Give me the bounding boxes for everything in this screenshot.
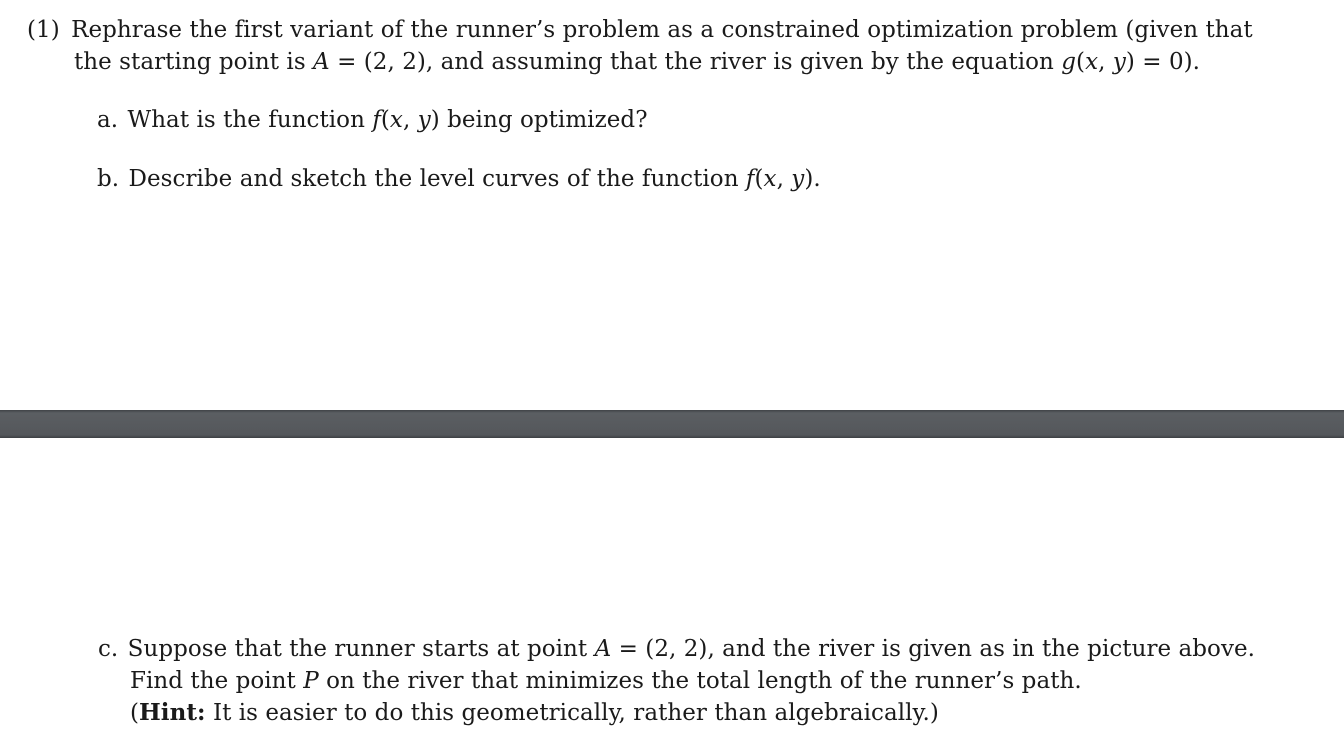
part-c-text-1b: = (2, 2), and the river is given as in the picture above. [611, 636, 1256, 662]
part-b-text-end: ). [804, 166, 821, 192]
comma: , [776, 166, 792, 192]
comma: , [1098, 49, 1113, 75]
paren-open: ( [754, 166, 764, 192]
part-a [97, 105, 648, 135]
math-var-x: x [389, 107, 403, 133]
math-var-A: A [313, 49, 330, 75]
part-c-label: c. [98, 636, 119, 662]
part-a-label: a. [97, 107, 119, 133]
problem-text-line-2a: the starting point is [74, 49, 314, 75]
problem-number: (1) [27, 17, 60, 43]
part-c-text-2a: Find the point [130, 668, 304, 694]
problem-text-line-2b: = (2, 2), and assuming that the river is given by the equation [329, 49, 1062, 75]
part-c-text-1a: Suppose that the runner starts at point [127, 636, 595, 662]
part-c-line-2 [130, 666, 1082, 696]
math-var-y: y [1112, 49, 1126, 75]
page-divider [0, 410, 1344, 438]
paren-open: ( [1076, 49, 1086, 75]
math-var-y: y [417, 107, 431, 133]
math-var-f: f [372, 107, 381, 133]
hint-label: Hint: [139, 699, 206, 726]
part-b-label: b. [97, 166, 120, 192]
document-page-bottom [0, 438, 1344, 748]
part-c-text-2b: on the river that minimizes the total length of the runner’s path. [318, 668, 1082, 694]
comma: , [402, 107, 418, 133]
math-var-A: A [594, 636, 612, 662]
math-var-y: y [791, 166, 805, 192]
part-b-text: Describe and sketch the level curves of the function [128, 166, 746, 192]
part-c-line-3 [130, 698, 939, 728]
paren-open: ( [130, 700, 140, 726]
problem-text-line-2e: ) = 0). [1125, 49, 1201, 75]
problem-line-2 [74, 47, 1200, 77]
math-var-g: g [1061, 49, 1077, 75]
problem-text-line-1: Rephrase the first variant of the runner’s problem as a constrained optimization problem (given that [71, 17, 1253, 43]
math-var-P: P [303, 668, 319, 694]
paren-open: ( [380, 107, 390, 133]
part-c-line-1 [98, 634, 1255, 664]
part-b [97, 164, 821, 194]
math-var-f: f [745, 166, 755, 192]
math-var-x: x [763, 166, 777, 192]
problem-line-1 [27, 15, 1253, 45]
part-a-text-end: ) being optimized? [430, 107, 648, 133]
hint-text: It is easier to do this geometrically, rather than algebraically.) [205, 700, 939, 726]
part-a-text: What is the function [127, 107, 373, 133]
math-var-x: x [1085, 49, 1099, 75]
